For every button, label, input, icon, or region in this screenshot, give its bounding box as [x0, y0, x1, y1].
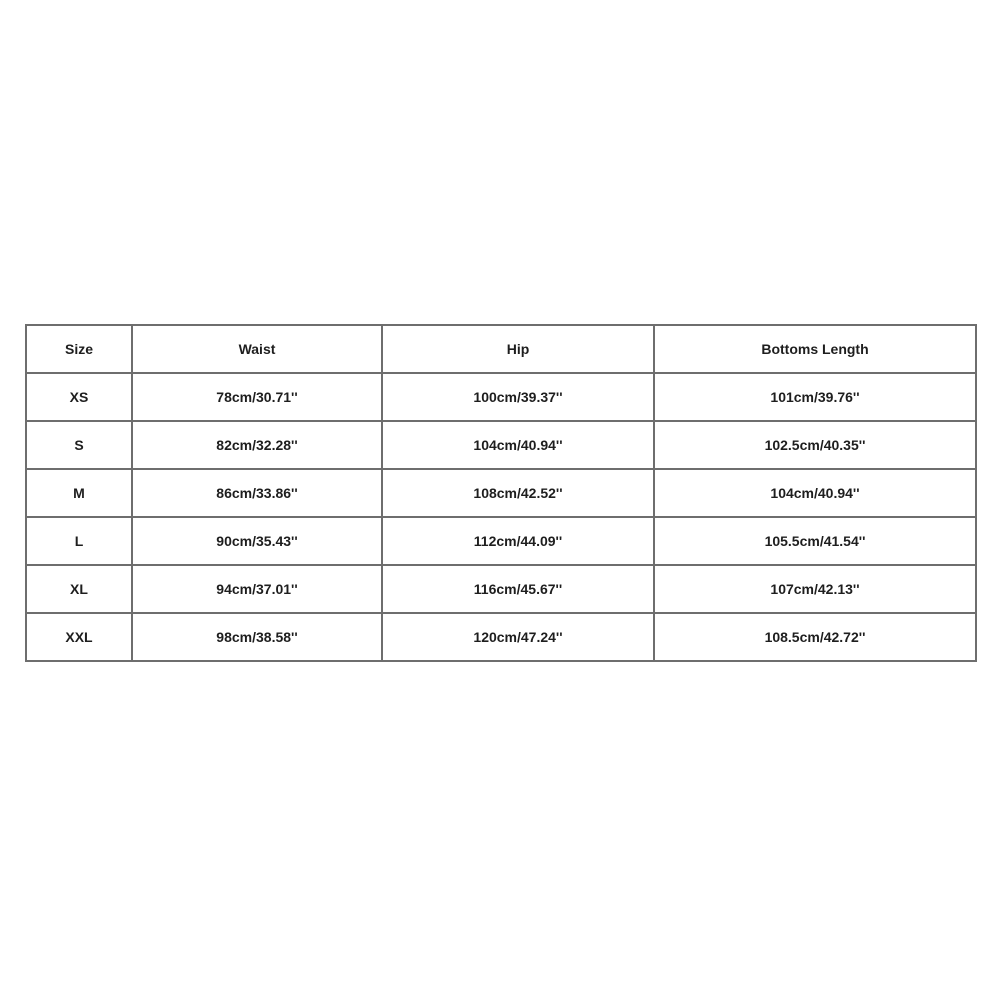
table-row [26, 517, 976, 565]
bottoms-length-cell: 108.5cm/42.72'' [654, 613, 976, 661]
table-row [26, 421, 976, 469]
waist-cell: 90cm/35.43'' [132, 517, 382, 565]
size-cell: M [26, 469, 132, 517]
header-hip: Hip [382, 325, 654, 373]
table-row [26, 373, 976, 421]
waist-cell: 78cm/30.71'' [132, 373, 382, 421]
bottoms-length-cell: 105.5cm/41.54'' [654, 517, 976, 565]
waist-cell: 94cm/37.01'' [132, 565, 382, 613]
header-waist: Waist [132, 325, 382, 373]
waist-cell: 86cm/33.86'' [132, 469, 382, 517]
table-row [26, 469, 976, 517]
bottoms-length-cell: 102.5cm/40.35'' [654, 421, 976, 469]
size-cell: XL [26, 565, 132, 613]
size-cell: L [26, 517, 132, 565]
hip-cell: 108cm/42.52'' [382, 469, 654, 517]
bottoms-length-cell: 104cm/40.94'' [654, 469, 976, 517]
size-cell: S [26, 421, 132, 469]
bottoms-length-cell: 101cm/39.76'' [654, 373, 976, 421]
hip-cell: 100cm/39.37'' [382, 373, 654, 421]
table-row [26, 613, 976, 661]
size-cell: XS [26, 373, 132, 421]
hip-cell: 112cm/44.09'' [382, 517, 654, 565]
hip-cell: 116cm/45.67'' [382, 565, 654, 613]
size-chart-table [25, 324, 977, 662]
hip-cell: 120cm/47.24'' [382, 613, 654, 661]
header-bottoms-length: Bottoms Length [654, 325, 976, 373]
header-size: Size [26, 325, 132, 373]
bottoms-length-cell: 107cm/42.13'' [654, 565, 976, 613]
size-cell: XXL [26, 613, 132, 661]
table-row [26, 565, 976, 613]
waist-cell: 98cm/38.58'' [132, 613, 382, 661]
waist-cell: 82cm/32.28'' [132, 421, 382, 469]
hip-cell: 104cm/40.94'' [382, 421, 654, 469]
table-header-row [26, 325, 976, 373]
